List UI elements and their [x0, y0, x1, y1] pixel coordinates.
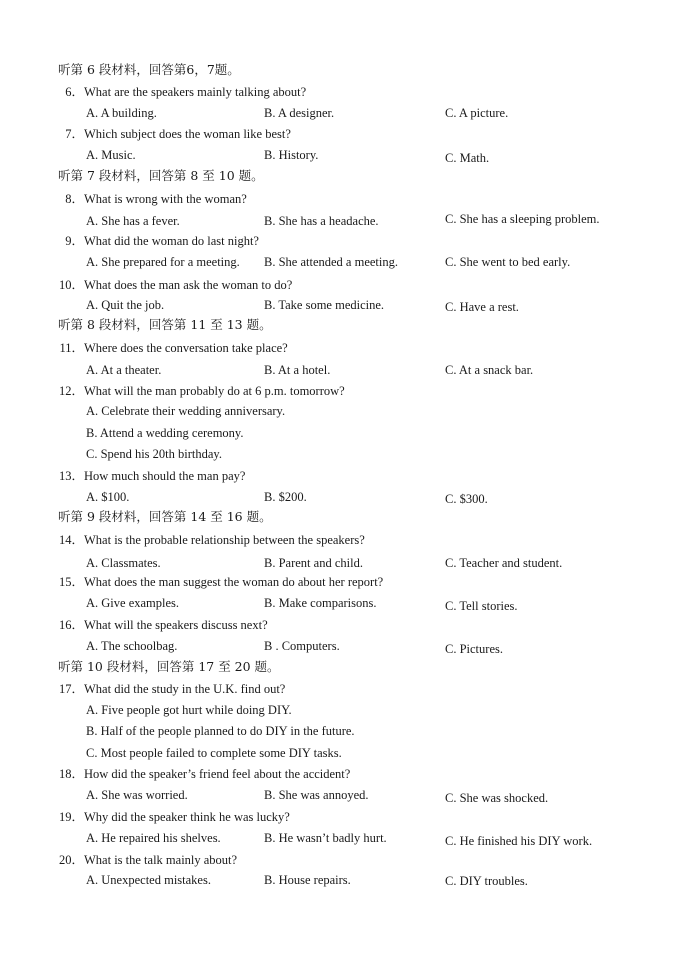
section-header-8: 听第 8 段材料，回答第 11 至 13 题。: [58, 317, 272, 332]
option-b: B. Half of the people planned to do DIY in the future.: [86, 724, 355, 738]
question-text: What is the talk mainly about?: [84, 853, 238, 867]
question-16: [58, 617, 268, 633]
option-c: C. Math.: [445, 151, 490, 165]
option-a: A. He repaired his shelves.: [86, 831, 221, 845]
option-b: B. Parent and child.: [264, 556, 363, 570]
option-b: B. She has a headache.: [264, 214, 379, 228]
option-b: B. House repairs.: [264, 873, 351, 887]
option-c: C. Most people failed to complete some DIY tasks.: [86, 746, 342, 760]
question-13: [58, 468, 245, 484]
option-a: A. She was worried.: [86, 788, 188, 802]
option-b: B. History.: [264, 148, 319, 162]
question-10: [58, 277, 292, 293]
question-number: 20．: [58, 853, 84, 867]
option-b: B. Attend a wedding ceremony.: [86, 426, 244, 440]
option-b: B. $200.: [264, 490, 307, 504]
question-text: How did the speaker’s friend feel about the accident?: [84, 767, 351, 781]
option-c: C. She has a sleeping problem.: [445, 212, 600, 226]
option-b: B. She was annoyed.: [264, 788, 369, 802]
section-header-7: 听第 7 段材料，回答第 8 至 10 题。: [58, 168, 264, 183]
question-number: 15．: [58, 575, 84, 589]
option-a: A. Classmates.: [86, 556, 161, 570]
option-c: C. Tell stories.: [445, 599, 518, 613]
question-number: 17．: [58, 682, 84, 696]
question-15: [58, 574, 383, 590]
option-c: C. Have a rest.: [445, 300, 519, 314]
section-header-6: 听第 6 段材料，回答第6，7题。: [58, 62, 240, 77]
question-number: 13．: [58, 469, 84, 483]
option-b: B. A designer.: [264, 106, 335, 120]
question-number: 16．: [58, 618, 84, 632]
question-text: What did the woman do last night?: [84, 234, 259, 248]
question-14: [58, 532, 365, 548]
question-text: What does the man ask the woman to do?: [84, 278, 293, 292]
question-6: [58, 84, 306, 100]
question-text: What is the probable relationship between the speakers?: [84, 533, 365, 547]
question-number: 11．: [59, 341, 84, 355]
question-17: [58, 681, 285, 697]
option-a: A. A building.: [86, 106, 157, 120]
question-number: 7．: [65, 127, 84, 141]
question-8: [58, 191, 247, 207]
option-b: B. At a hotel.: [264, 363, 331, 377]
question-number: 8．: [65, 192, 84, 206]
option-a: A. At a theater.: [86, 363, 162, 377]
question-text: How much should the man pay?: [84, 469, 246, 483]
option-a: A. The schoolbag.: [86, 639, 178, 653]
question-number: 18．: [58, 767, 84, 781]
option-c: C. He finished his DIY work.: [445, 834, 593, 848]
question-9: [58, 233, 259, 249]
question-19: [58, 809, 290, 825]
option-c: C. She was shocked.: [445, 791, 549, 805]
question-number: 9．: [65, 234, 84, 248]
option-b: B. Make comparisons.: [264, 596, 377, 610]
option-c: C. She went to bed early.: [445, 255, 571, 269]
option-a: A. Five people got hurt while doing DIY.: [86, 703, 292, 717]
question-number: 10．: [58, 278, 84, 292]
option-a: A. Quit the job.: [86, 298, 165, 312]
option-a: A. She has a fever.: [86, 214, 180, 228]
option-b: B. She attended a meeting.: [264, 255, 398, 269]
question-number: 12．: [58, 384, 84, 398]
question-7: [58, 126, 291, 142]
option-c: C. $300.: [445, 492, 488, 506]
question-text: Which subject does the woman like best?: [84, 127, 291, 141]
option-c: C. A picture.: [445, 106, 509, 120]
option-b: B. He wasn’t badly hurt.: [264, 831, 387, 845]
question-text: What did the study in the U.K. find out?: [84, 682, 286, 696]
section-header-9: 听第 9 段材料，回答第 14 至 16 题。: [58, 509, 272, 524]
question-number: 14．: [58, 533, 84, 547]
option-c: C. Pictures.: [445, 642, 503, 656]
question-text: Why did the speaker think he was lucky?: [84, 810, 290, 824]
option-a: A. Unexpected mistakes.: [86, 873, 211, 887]
option-c: C. At a snack bar.: [445, 363, 534, 377]
question-text: What is wrong with the woman?: [84, 192, 247, 206]
question-text: Where does the conversation take place?: [84, 341, 288, 355]
question-text: What will the speakers discuss next?: [84, 618, 268, 632]
question-text: What are the speakers mainly talking about?: [84, 85, 307, 99]
option-c: C. Teacher and student.: [445, 556, 563, 570]
option-a: A. Give examples.: [86, 596, 180, 610]
question-number: 6．: [65, 85, 84, 99]
section-header-10: 听第 10 段材料，回答第 17 至 20 题。: [58, 659, 280, 674]
option-c: C. DIY troubles.: [445, 874, 528, 888]
option-c: C. Spend his 20th birthday.: [86, 447, 222, 461]
question-text: What will the man probably do at 6 p.m. tomorrow?: [84, 384, 345, 398]
option-b: B . Computers.: [264, 639, 340, 653]
option-a: A. Music.: [86, 148, 136, 162]
question-number: 19．: [58, 810, 84, 824]
question-20: [58, 852, 237, 868]
question-text: What does the man suggest the woman do about her report?: [84, 575, 384, 589]
question-18: [58, 766, 350, 782]
question-12: [58, 383, 345, 399]
option-a: A. Celebrate their wedding anniversary.: [86, 404, 286, 418]
option-a: A. She prepared for a meeting.: [86, 255, 240, 269]
question-11: [58, 340, 288, 356]
option-b: B. Take some medicine.: [264, 298, 385, 312]
option-a: A. $100.: [86, 490, 130, 504]
